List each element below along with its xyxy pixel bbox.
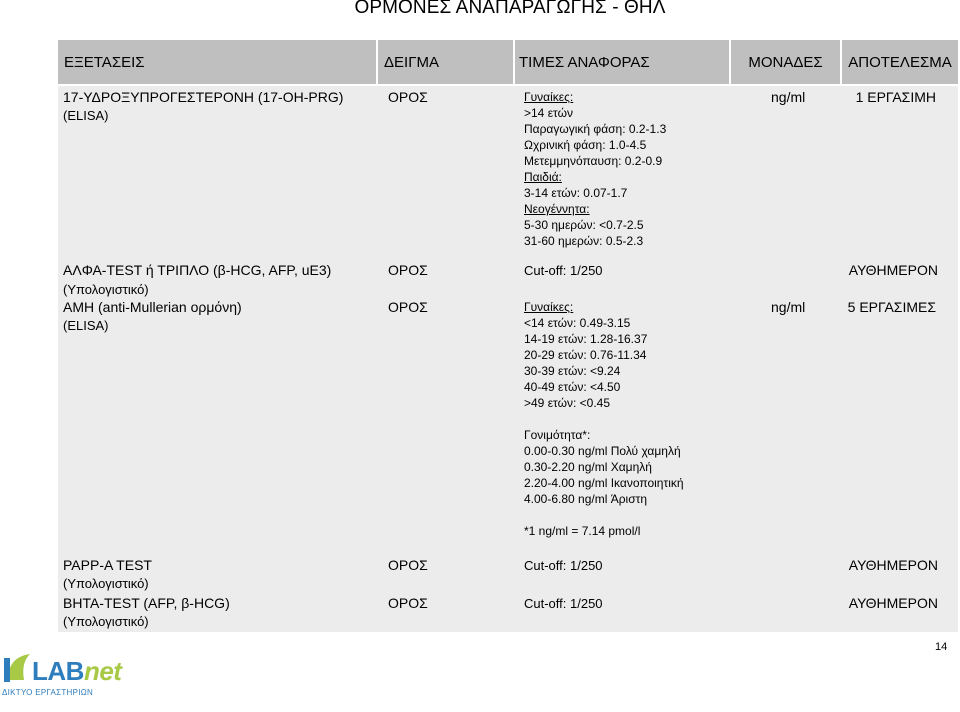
- ref-line: Παιδιά:: [524, 170, 562, 184]
- ref-line: Γυναίκες:: [524, 300, 574, 314]
- result-time: ΑΥΘΗΜΕΡΟΝ: [848, 595, 938, 611]
- ref-line: 14-19 ετών: 1.28-16.37: [524, 332, 648, 346]
- labnet-logo-mark-icon: [2, 650, 36, 686]
- ref-line: <14 ετών: 0.49-3.15: [524, 316, 631, 330]
- ref-line: 0.30-2.20 ng/ml Χαμηλή: [524, 460, 652, 474]
- ref-line: Γυναίκες:: [524, 90, 574, 104]
- reference-values: Cut-off: 1/250: [524, 263, 603, 278]
- result-time: 5 ΕΡΓΑΣΙΜΕΣ: [847, 299, 936, 315]
- ref-line: 30-39 ετών: <9.24: [524, 364, 621, 378]
- reference-values: Cut-off: 1/250: [524, 558, 603, 573]
- test-method: (Υπολογιστικό): [63, 282, 149, 297]
- header-sample: ΔΕΙΓΜΑ: [378, 40, 513, 84]
- sample-type: ΟΡΟΣ: [388, 299, 428, 315]
- test-method: (Υπολογιστικό): [63, 576, 149, 591]
- reference-values: Cut-off: 1/250: [524, 596, 603, 611]
- result-time: 1 ΕΡΓΑΣΙΜΗ: [855, 89, 936, 105]
- logo-net-text: net: [83, 656, 122, 686]
- sample-type: ΟΡΟΣ: [388, 89, 428, 105]
- header-reference-values: ΤΙΜΕΣ ΑΝΑΦΟΡΑΣ: [515, 40, 729, 84]
- units: ng/ml: [771, 89, 806, 105]
- reference-values: [524, 89, 666, 249]
- ref-line: 5-30 ημερών: <0.7-2.5: [524, 218, 644, 232]
- ref-line: Παραγωγική φάση: 0.2-1.3: [524, 122, 667, 136]
- test-method: (ELISA): [63, 108, 109, 123]
- header-tests: ΕΞΕΤΑΣΕΙΣ: [58, 40, 376, 84]
- header-units: ΜΟΝΑΔΕΣ: [731, 40, 840, 84]
- test-name: 17-ΥΔΡΟΞΥΠΡΟΓΕΣΤΕΡΟΝΗ (17-OH-PRG): [63, 89, 344, 105]
- ref-line: 0.00-0.30 ng/ml Πολύ χαμηλή: [524, 444, 681, 458]
- ref-line: *1 ng/ml = 7.14 pmol/l: [524, 524, 641, 538]
- result-time: ΑΥΘΗΜΕΡΟΝ: [848, 262, 938, 278]
- header-result: ΑΠΟΤΕΛΕΣΜΑ: [842, 40, 958, 84]
- ref-line: Γονιμότητα*:: [524, 428, 591, 442]
- page-title: ΟΡΜΟΝΕΣ ΑΝΑΠΑΡΑΓΩΓΗΣ - ΘΗΛ: [354, 0, 666, 18]
- reference-values: [524, 299, 684, 539]
- ref-line: >49 ετών: <0.45: [524, 396, 611, 410]
- result-time: ΑΥΘΗΜΕΡΟΝ: [848, 557, 938, 573]
- logo-wordmark: [32, 656, 121, 687]
- ref-line: 40-49 ετών: <4.50: [524, 380, 621, 394]
- sample-type: ΟΡΟΣ: [388, 595, 428, 611]
- sample-type: ΟΡΟΣ: [388, 262, 428, 278]
- ref-line: 4.00-6.80 ng/ml Άριστη: [524, 492, 648, 506]
- page-number: 14: [935, 641, 948, 653]
- sample-type: ΟΡΟΣ: [388, 557, 428, 573]
- logo-subtitle: ΔΙΚΤΥΟ ΕΡΓΑΣΤΗΡΙΩΝ: [2, 688, 94, 697]
- ref-line: 31-60 ημερών: 0.5-2.3: [524, 234, 644, 248]
- test-name: AMH (anti-Mullerian ορμόνη): [63, 299, 242, 315]
- test-name: ΑΛΦΑ-TEST ή ΤΡΙΠΛΟ (β-HCG, AFP, uE3): [63, 262, 332, 278]
- test-method: (ELISA): [63, 318, 109, 333]
- test-name: PAPP-A TEST: [63, 557, 152, 573]
- table-body: [58, 86, 958, 632]
- ref-line: Μετεμμηνόπαυση: 0.2-0.9: [524, 154, 663, 168]
- ref-line: 2.20-4.00 ng/ml Ικανοποιητική: [524, 476, 684, 490]
- table-header: [58, 40, 958, 84]
- test-name: ΒΗΤΑ-TEST (AFP, β-HCG): [63, 595, 230, 611]
- units: ng/ml: [771, 299, 806, 315]
- labnet-logo: [2, 650, 132, 702]
- logo-lab-text: LAB: [32, 656, 84, 686]
- ref-line: Νεογέννητα:: [524, 202, 590, 216]
- test-method: (Υπολογιστικό): [63, 614, 149, 629]
- ref-line: 3-14 ετών: 0.07-1.7: [524, 186, 628, 200]
- ref-line: Ωχρινική φάση: 1.0-4.5: [524, 138, 647, 152]
- ref-line: >14 ετών: [524, 106, 573, 120]
- ref-line: 20-29 ετών: 0.76-11.34: [524, 348, 647, 362]
